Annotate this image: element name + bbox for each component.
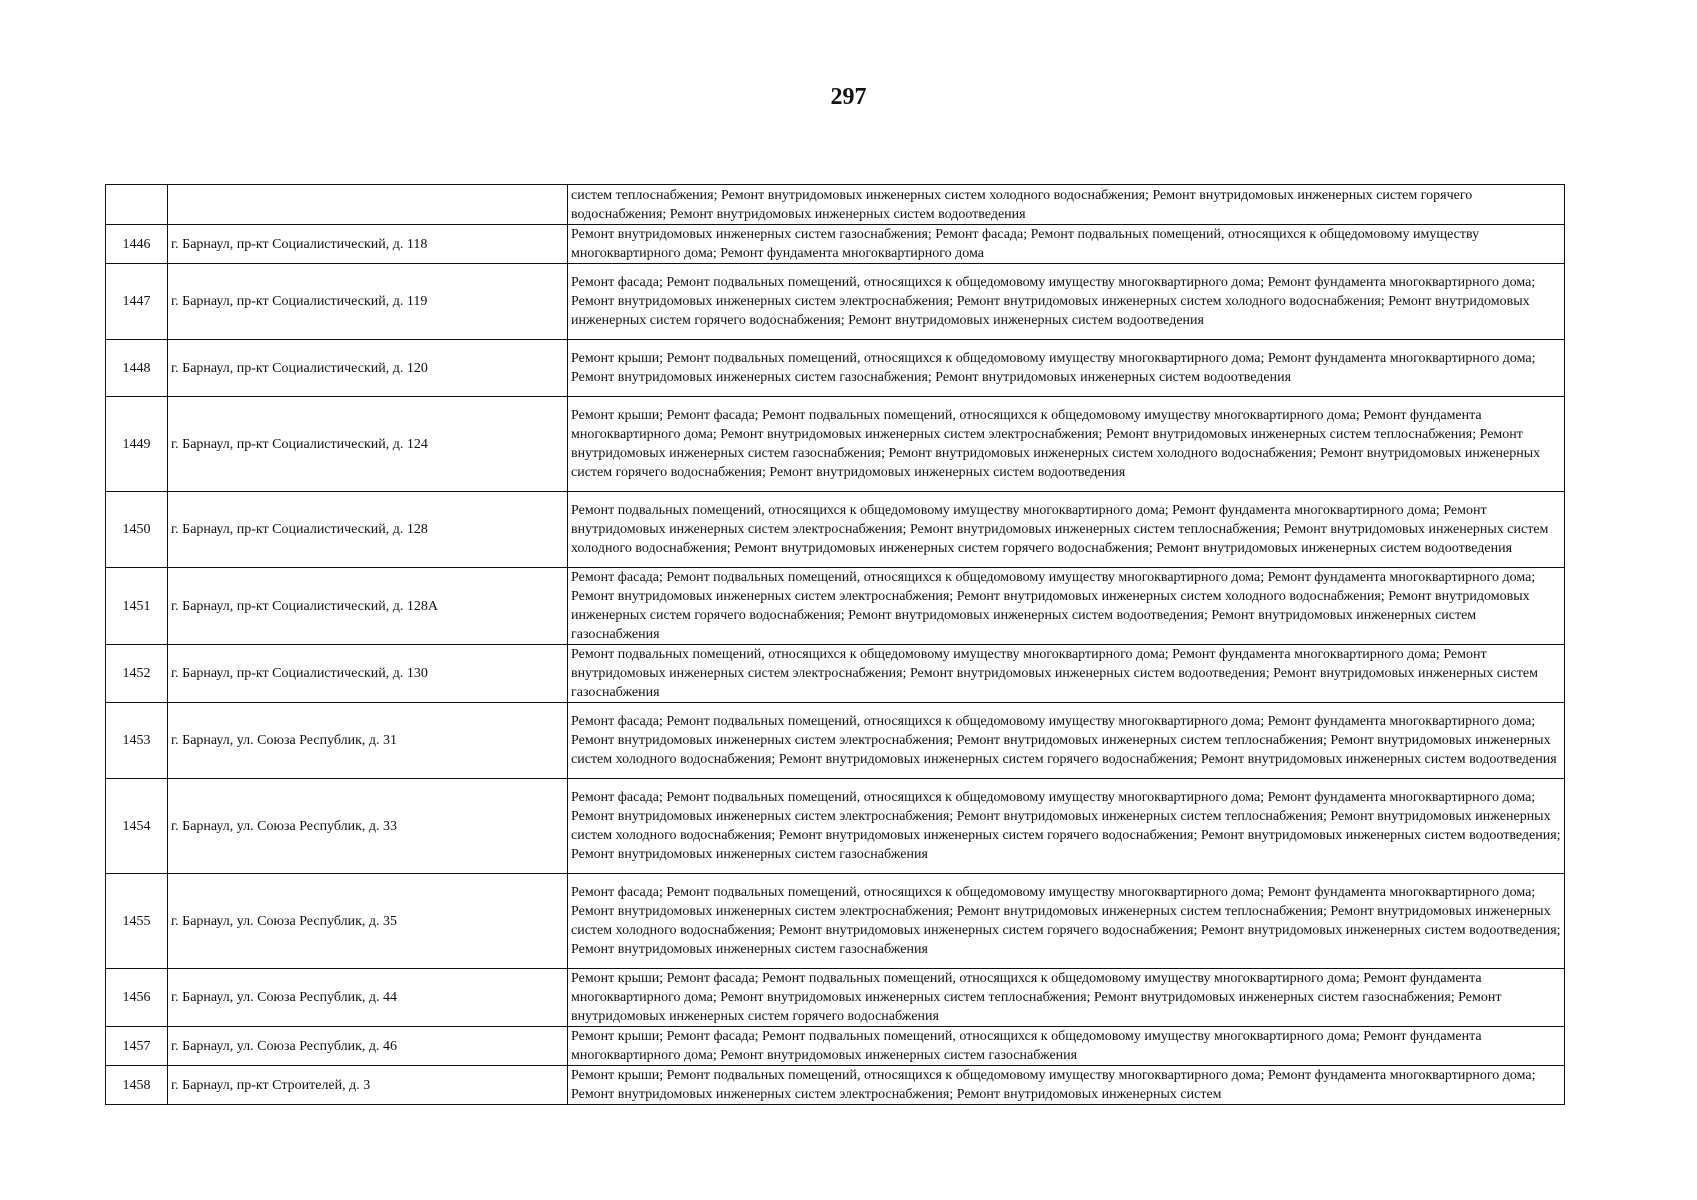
row-number (106, 185, 168, 225)
row-works: Ремонт фасада; Ремонт подвальных помещений, относящихся к общедомовому имуществу многоквартирного дома; Ремонт фундамента многоквартирного дома; Ремонт внутридомовых инженерных систем электроснабжения; Ремонт внутридомовых инженерных систем теплоснабжения; Ремонт внутридомовых инженерных систем холодного водоснабжения; Ремонт внутридомовых инженерных систем горячего водоснабжения; Ремонт внутридомовых инженерных систем водоотведения; Ремонт внутридомовых инженерных систем газоснабжения (568, 779, 1565, 874)
row-address: г. Барнаул, пр-кт Социалистический, д. 128 (168, 492, 568, 568)
row-works: Ремонт крыши; Ремонт подвальных помещений, относящихся к общедомовому имуществу многоквартирного дома; Ремонт фундамента многоквартирного дома; Ремонт внутридомовых инженерных систем газоснабжения; Ремонт внутридомовых инженерных систем водоотведения (568, 340, 1565, 397)
row-address: г. Барнаул, пр-кт Социалистический, д. 124 (168, 397, 568, 492)
row-works: Ремонт крыши; Ремонт подвальных помещений, относящихся к общедомовому имуществу многоквартирного дома; Ремонт фундамента многоквартирного дома; Ремонт внутридомовых инженерных систем электроснабжения; Ремонт внутридомовых инженерных систем (568, 1066, 1565, 1105)
row-address: г. Барнаул, ул. Союза Республик, д. 46 (168, 1027, 568, 1066)
table-row (106, 397, 1565, 492)
table-row (106, 969, 1565, 1027)
table-row (106, 340, 1565, 397)
row-number: 1452 (106, 645, 168, 703)
row-address: г. Барнаул, ул. Союза Республик, д. 44 (168, 969, 568, 1027)
row-works: Ремонт внутридомовых инженерных систем газоснабжения; Ремонт фасада; Ремонт подвальных помещений, относящихся к общедомовому имуществу многоквартирного дома; Ремонт фундамента многоквартирного дома (568, 225, 1565, 264)
row-address: г. Барнаул, пр-кт Социалистический, д. 130 (168, 645, 568, 703)
row-address: г. Барнаул, ул. Союза Республик, д. 35 (168, 874, 568, 969)
table-row (106, 185, 1565, 225)
row-number: 1447 (106, 264, 168, 340)
repair-works-table (105, 184, 1565, 1105)
row-works: Ремонт подвальных помещений, относящихся к общедомовому имуществу многоквартирного дома; Ремонт фундамента многоквартирного дома; Ремонт внутридомовых инженерных систем электроснабжения; Ремонт внутридомовых инженерных систем теплоснабжения; Ремонт внутридомовых инженерных систем холодного водоснабжения; Ремонт внутридомовых инженерных систем горячего водоснабжения; Ремонт внутридомовых инженерных систем водоотведения (568, 492, 1565, 568)
row-works: Ремонт фасада; Ремонт подвальных помещений, относящихся к общедомовому имуществу многоквартирного дома; Ремонт фундамента многоквартирного дома; Ремонт внутридомовых инженерных систем электроснабжения; Ремонт внутридомовых инженерных систем теплоснабжения; Ремонт внутридомовых инженерных систем холодного водоснабжения; Ремонт внутридомовых инженерных систем горячего водоснабжения; Ремонт внутридомовых инженерных систем водоотведения (568, 703, 1565, 779)
table-row (106, 779, 1565, 874)
table-row (106, 1066, 1565, 1105)
table-row (106, 1027, 1565, 1066)
table-row (106, 703, 1565, 779)
row-number: 1450 (106, 492, 168, 568)
table-row (106, 492, 1565, 568)
row-number: 1453 (106, 703, 168, 779)
row-number: 1451 (106, 568, 168, 645)
table-row (106, 568, 1565, 645)
page-number: 297 (830, 84, 867, 110)
row-number: 1455 (106, 874, 168, 969)
row-number: 1458 (106, 1066, 168, 1105)
row-address: г. Барнаул, пр-кт Социалистический, д. 119 (168, 264, 568, 340)
table-row (106, 264, 1565, 340)
row-number: 1448 (106, 340, 168, 397)
row-address: г. Барнаул, пр-кт Строителей, д. 3 (168, 1066, 568, 1105)
table-row (106, 874, 1565, 969)
row-works: Ремонт фасада; Ремонт подвальных помещений, относящихся к общедомовому имуществу многоквартирного дома; Ремонт фундамента многоквартирного дома; Ремонт внутридомовых инженерных систем электроснабжения; Ремонт внутридомовых инженерных систем теплоснабжения; Ремонт внутридомовых инженерных систем холодного водоснабжения; Ремонт внутридомовых инженерных систем горячего водоснабжения; Ремонт внутридомовых инженерных систем водоотведения; Ремонт внутридомовых инженерных систем газоснабжения (568, 874, 1565, 969)
row-address: г. Барнаул, ул. Союза Республик, д. 31 (168, 703, 568, 779)
row-number: 1454 (106, 779, 168, 874)
row-number: 1456 (106, 969, 168, 1027)
row-works: Ремонт крыши; Ремонт фасада; Ремонт подвальных помещений, относящихся к общедомовому имуществу многоквартирного дома; Ремонт фундамента многоквартирного дома; Ремонт внутридомовых инженерных систем теплоснабжения; Ремонт внутридомовых инженерных систем газоснабжения; Ремонт внутридомовых инженерных систем горячего водоснабжения (568, 969, 1565, 1027)
row-address: г. Барнаул, ул. Союза Республик, д. 33 (168, 779, 568, 874)
row-number: 1446 (106, 225, 168, 264)
row-works: Ремонт крыши; Ремонт фасада; Ремонт подвальных помещений, относящихся к общедомовому имуществу многоквартирного дома; Ремонт фундамента многоквартирного дома; Ремонт внутридомовых инженерных систем электроснабжения; Ремонт внутридомовых инженерных систем теплоснабжения; Ремонт внутридомовых инженерных систем газоснабжения; Ремонт внутридомовых инженерных систем холодного водоснабжения; Ремонт внутридомовых инженерных систем горячего водоснабжения; Ремонт внутридомовых инженерных систем водоотведения (568, 397, 1565, 492)
row-works: систем теплоснабжения; Ремонт внутридомовых инженерных систем холодного водоснабжения; Ремонт внутридомовых инженерных систем горячего водоснабжения; Ремонт внутридомовых инженерных систем водоотведения (568, 185, 1565, 225)
row-works: Ремонт крыши; Ремонт фасада; Ремонт подвальных помещений, относящихся к общедомовому имуществу многоквартирного дома; Ремонт фундамента многоквартирного дома; Ремонт внутридомовых инженерных систем газоснабжения (568, 1027, 1565, 1066)
row-address (168, 185, 568, 225)
row-address: г. Барнаул, пр-кт Социалистический, д. 120 (168, 340, 568, 397)
row-works: Ремонт фасада; Ремонт подвальных помещений, относящихся к общедомовому имуществу многоквартирного дома; Ремонт фундамента многоквартирного дома; Ремонт внутридомовых инженерных систем электроснабжения; Ремонт внутридомовых инженерных систем холодного водоснабжения; Ремонт внутридомовых инженерных систем горячего водоснабжения; Ремонт внутридомовых инженерных систем водоотведения; Ремонт внутридомовых инженерных систем газоснабжения (568, 568, 1565, 645)
row-works: Ремонт фасада; Ремонт подвальных помещений, относящихся к общедомовому имуществу многоквартирного дома; Ремонт фундамента многоквартирного дома; Ремонт внутридомовых инженерных систем электроснабжения; Ремонт внутридомовых инженерных систем холодного водоснабжения; Ремонт внутридомовых инженерных систем горячего водоснабжения; Ремонт внутридомовых инженерных систем водоотведения (568, 264, 1565, 340)
row-number: 1457 (106, 1027, 168, 1066)
table-row (106, 225, 1565, 264)
row-address: г. Барнаул, пр-кт Социалистический, д. 128А (168, 568, 568, 645)
row-works: Ремонт подвальных помещений, относящихся к общедомовому имуществу многоквартирного дома; Ремонт фундамента многоквартирного дома; Ремонт внутридомовых инженерных систем электроснабжения; Ремонт внутридомовых инженерных систем водоотведения; Ремонт внутридомовых инженерных систем газоснабжения (568, 645, 1565, 703)
row-number: 1449 (106, 397, 168, 492)
table-row (106, 645, 1565, 703)
row-address: г. Барнаул, пр-кт Социалистический, д. 118 (168, 225, 568, 264)
